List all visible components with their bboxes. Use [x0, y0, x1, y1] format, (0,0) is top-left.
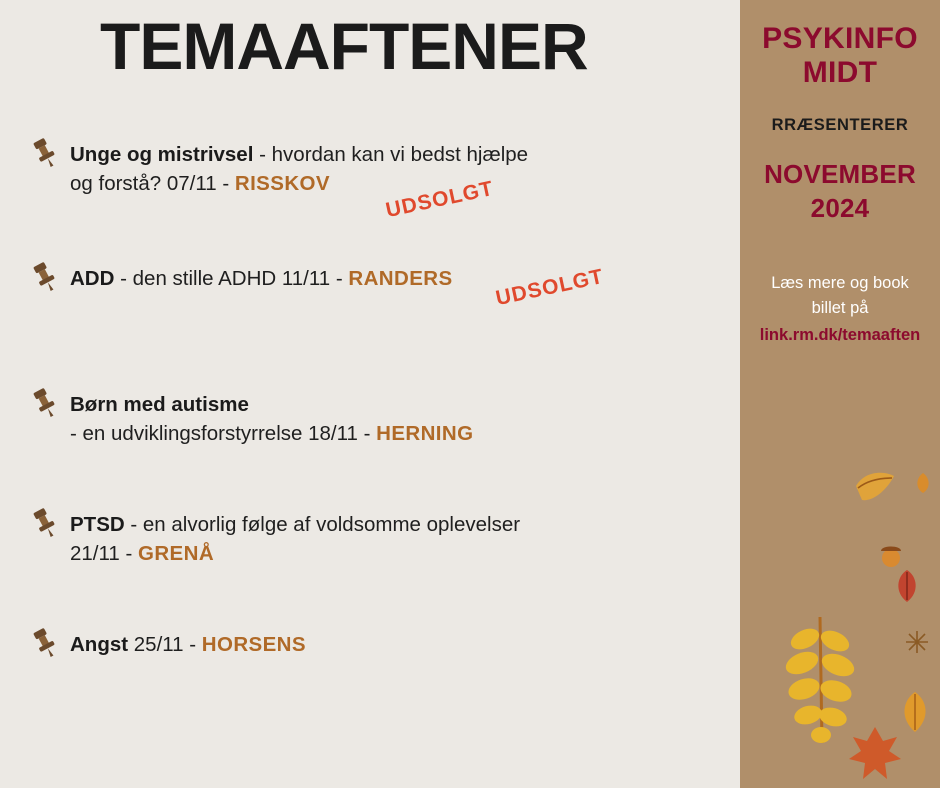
event-title: Unge og mistrivsel: [70, 143, 254, 166]
month-label: NOVEMBER: [764, 159, 916, 189]
status-badge: UDSOLGT: [383, 176, 496, 223]
event-city: RANDERS: [348, 267, 453, 290]
event-city: GRENÅ: [138, 542, 215, 565]
pin-icon: [28, 260, 62, 294]
event-line-1: [70, 510, 740, 539]
event-line-1: [70, 140, 740, 169]
event-line-1: [70, 264, 740, 293]
event-date-text: 21/11 -: [70, 542, 138, 565]
event-title: ADD: [70, 267, 115, 290]
year-label: 2024: [810, 193, 870, 223]
leaf-icon: [845, 725, 905, 788]
list-item: [0, 630, 740, 692]
brand-name: [740, 22, 940, 90]
event-title: Angst: [70, 633, 129, 656]
page-title: TEMAAFTENER: [100, 9, 588, 83]
event-list: [0, 140, 740, 744]
pin-icon: [28, 386, 62, 420]
event-description: - hvordan kan vi bedst hjælpe: [253, 143, 529, 166]
event-line-1: [70, 390, 740, 419]
list-item: [0, 140, 740, 223]
poster-sidebar: [740, 0, 940, 788]
presents-label: RRÆSENTERER: [771, 116, 909, 134]
booking-line-1: Læs mere og book: [771, 274, 909, 292]
pin-icon: [28, 626, 62, 660]
leaf-icon: [852, 468, 898, 513]
event-date-text: - en udviklingsforstyrrelse 18/11 -: [70, 422, 377, 445]
status-badge: UDSOLGT: [493, 264, 606, 311]
booking-url-link[interactable]: link.rm.dk/temaaften: [759, 326, 921, 344]
event-date-text: og forstå? 07/11 -: [70, 172, 235, 195]
leaf-icon: [890, 568, 924, 609]
brand-line-2: MIDT: [802, 56, 878, 89]
booking-info: [740, 271, 940, 348]
pin-icon: [28, 136, 62, 170]
event-description: - en alvorlig følge af voldsomme oplevelser: [124, 513, 521, 536]
list-item: [0, 510, 740, 572]
event-description: 25/11 -: [128, 633, 202, 656]
event-city: HORSENS: [201, 633, 306, 656]
leaf-icon: [913, 472, 933, 499]
event-line-2: [70, 169, 740, 198]
list-item: [0, 390, 740, 452]
booking-line-2: billet på: [811, 299, 869, 317]
pin-icon: [28, 506, 62, 540]
event-line-2: [70, 419, 740, 448]
event-city: HERNING: [376, 422, 474, 445]
event-description: - den stille ADHD 11/11 -: [114, 267, 349, 290]
event-city: RISSKOV: [234, 172, 330, 195]
event-line-1: [70, 630, 740, 659]
event-line-2: [70, 539, 740, 568]
event-title: Børn med autisme: [70, 393, 249, 416]
month-year: [740, 157, 940, 225]
event-title: PTSD: [70, 513, 125, 536]
list-item: [0, 264, 740, 326]
seed-icon: [905, 630, 929, 659]
brand-line-1: PSYKINFO: [762, 22, 918, 55]
